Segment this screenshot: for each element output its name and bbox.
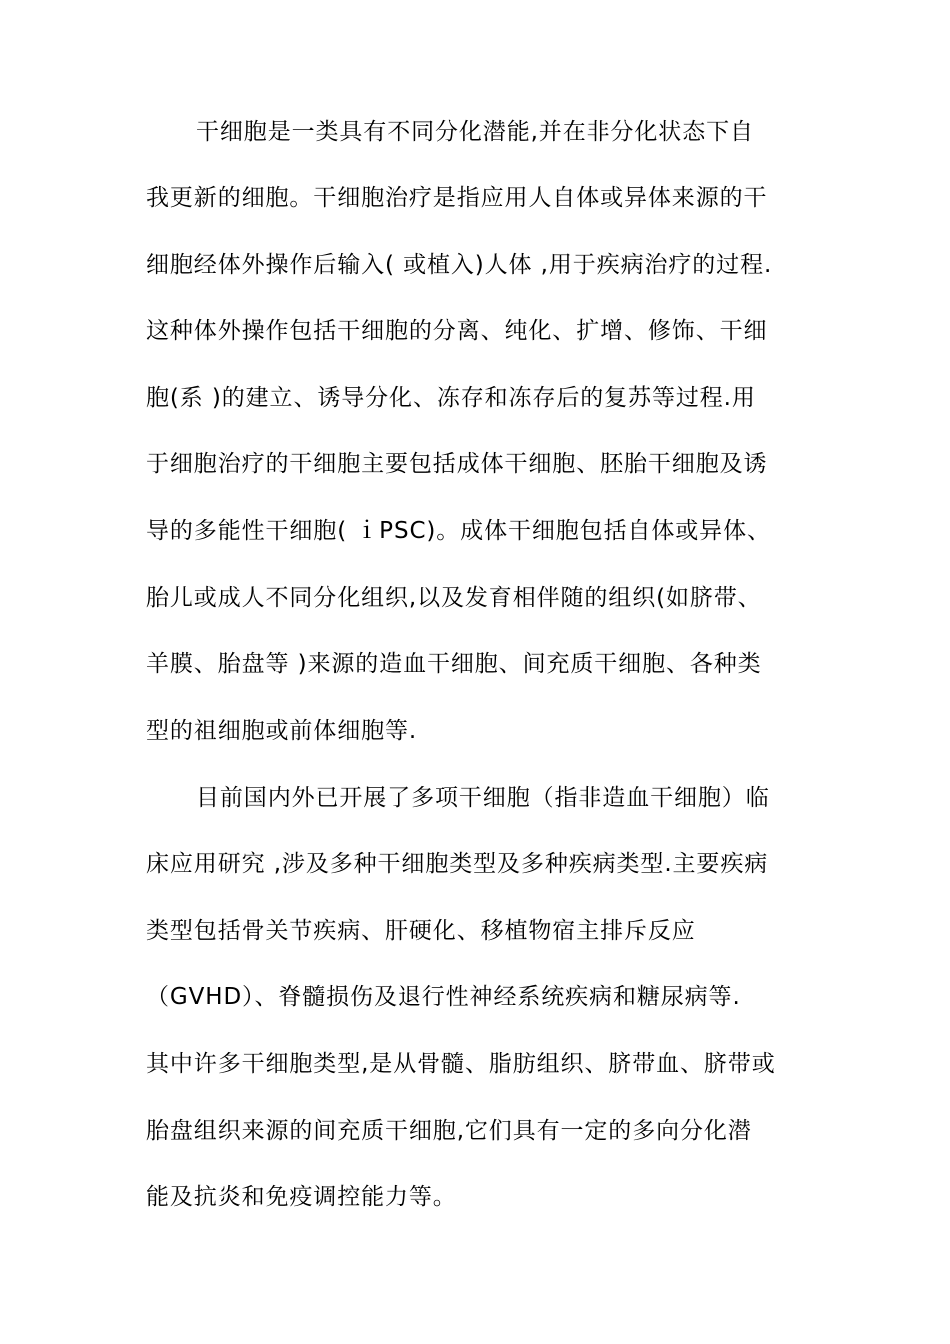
paragraph-1-line-1: 干细胞是一类具有不同分化潜能,并在非分化状态下自	[196, 119, 754, 145]
paragraph-1-line-6: 于细胞治疗的干细胞主要包括成体干细胞、胚胎干细胞及诱	[146, 451, 768, 477]
paragraph-1-line-4: 这种体外操作包括干细胞的分离、纯化、扩增、修饰、干细	[146, 318, 768, 344]
paragraph-1-line-2: 我更新的细胞。干细胞治疗是指应用人自体或异体来源的干	[146, 185, 768, 211]
paragraph-2-line-5: 其中许多干细胞类型,是从骨髓、脂肪组织、脐带血、脐带或	[146, 1051, 776, 1077]
paragraph-1-line-3: 细胞经体外操作后输入( 或植入)人体 ,用于疾病治疗的过程.	[146, 252, 773, 278]
paragraph-1-line-10: 型的祖细胞或前体细胞等.	[146, 718, 418, 744]
paragraph-2-line-7: 能及抗炎和免疫调控能力等。	[146, 1184, 457, 1210]
paragraph-1-line-9: 羊膜、胎盘等 )来源的造血干细胞、间充质干细胞、各种类	[146, 651, 762, 677]
paragraph-2-line-6: 胎盘组织来源的间充质干细胞,它们具有一定的多向分化潜	[146, 1118, 752, 1144]
paragraph-1-line-7: 导的多能性干细胞( ｉPSC)。成体干细胞包括自体或异体、	[146, 518, 771, 544]
paragraph-1-line-8: 胎儿或成人不同分化组织,以及发育相伴随的组织(如脐带、	[146, 585, 762, 611]
paragraph-2-line-1: 目前国内外已开展了多项干细胞（指非造血干细胞）临	[196, 785, 770, 811]
paragraph-2-line-4: （GVHD）、脊髓损伤及退行性神经系统疾病和糖尿病等.	[146, 984, 741, 1010]
paragraph-1-line-5: 胞(系 )的建立、诱导分化、冻存和冻存后的复苏等过程.用	[146, 385, 756, 411]
paragraph-2-line-2: 床应用研究 ,涉及多种干细胞类型及多种疾病类型.主要疾病	[146, 851, 769, 877]
paragraph-2-line-3: 类型包括骨关节疾病、肝硬化、移植物宿主排斥反应	[146, 918, 696, 944]
